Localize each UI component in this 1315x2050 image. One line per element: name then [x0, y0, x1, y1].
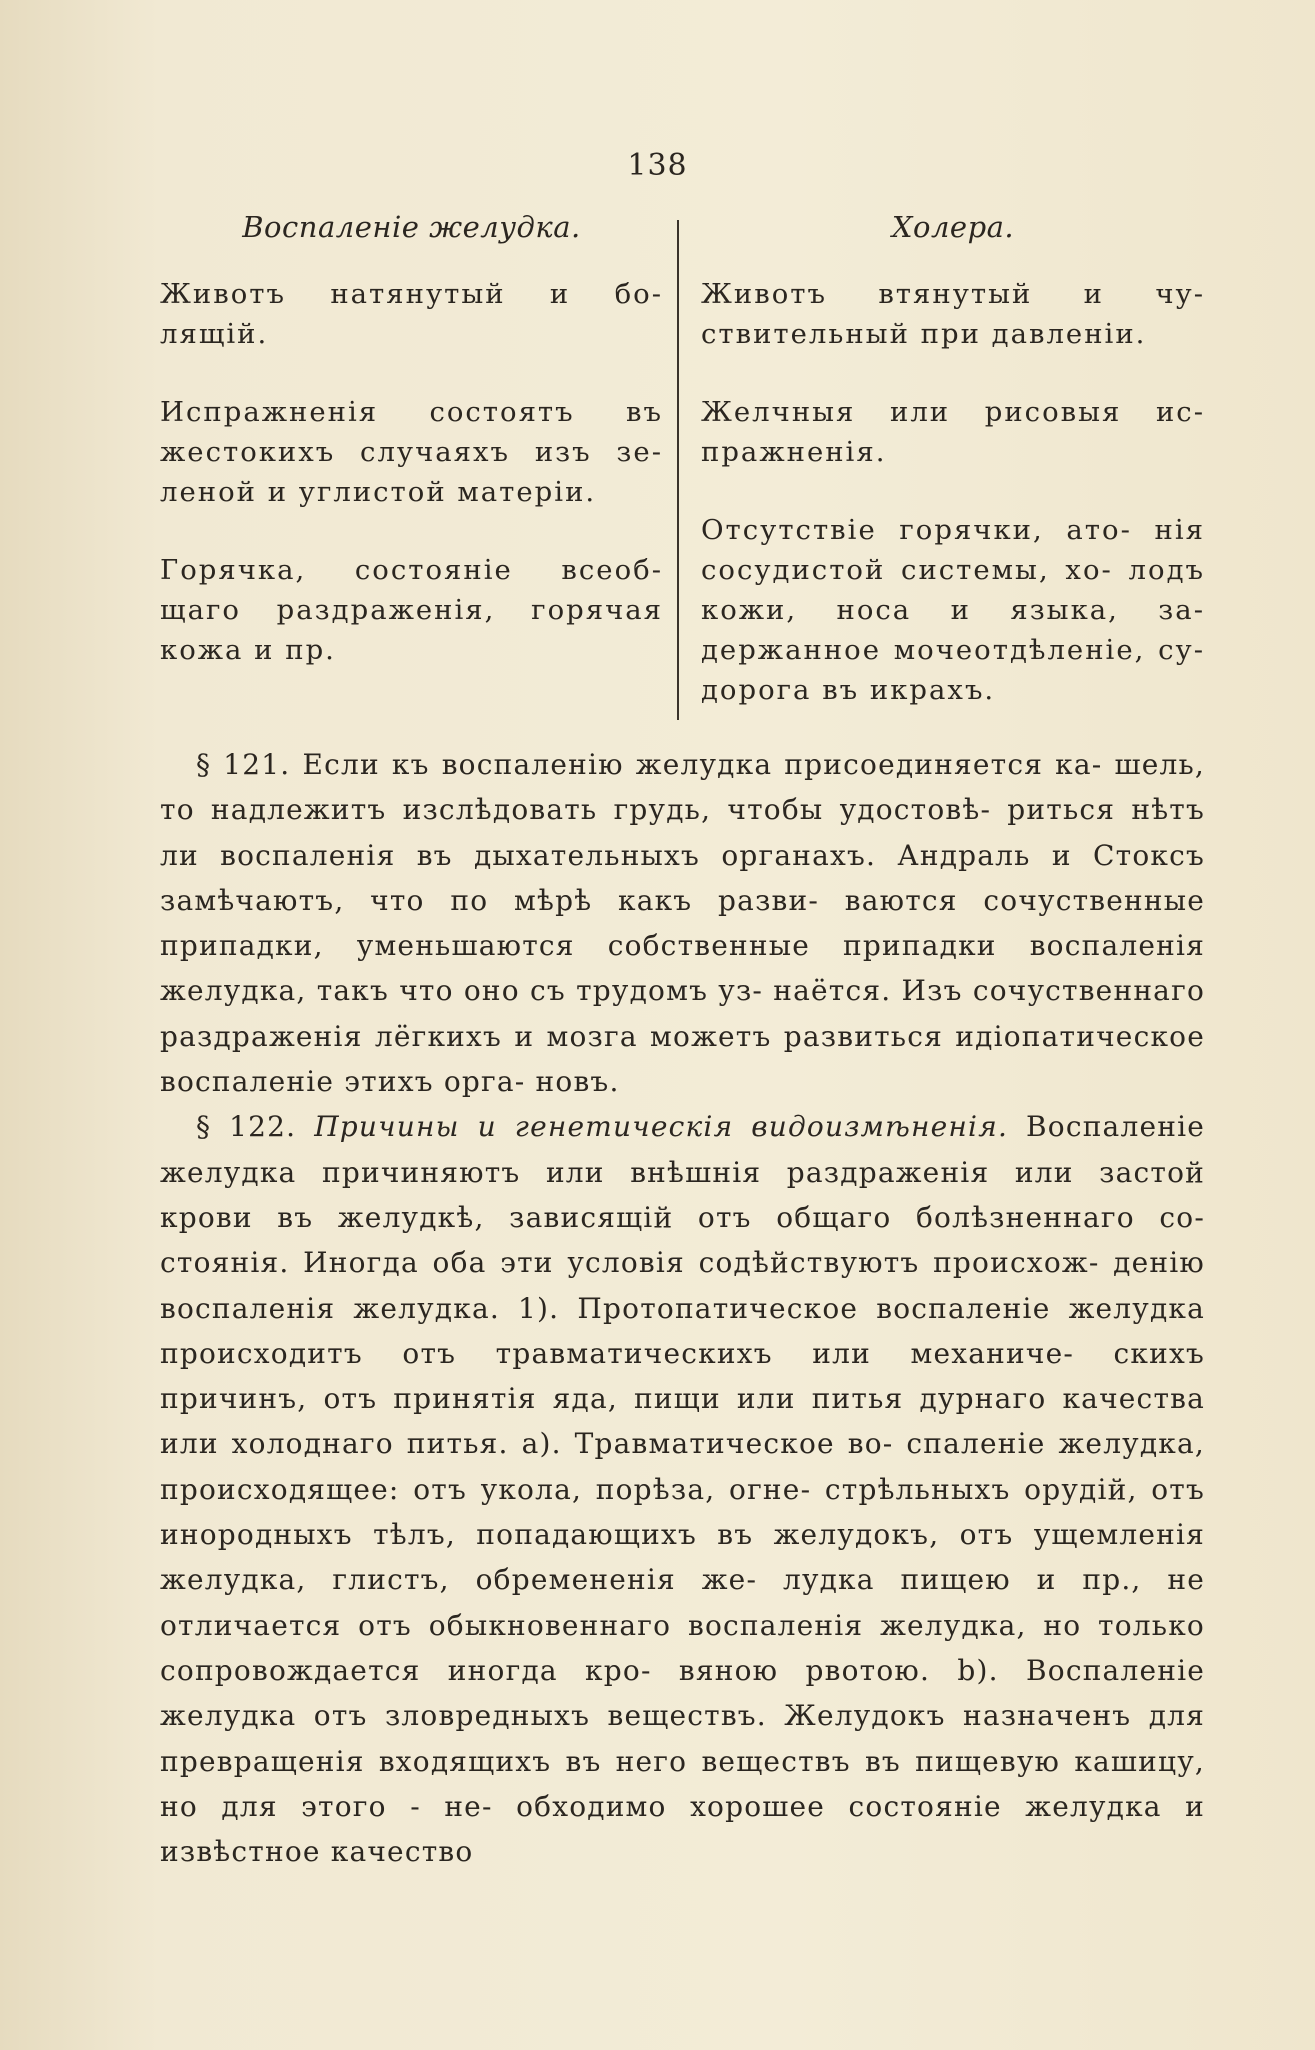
paragraph-122-number: § 122. — [196, 1110, 297, 1144]
symptom-item: Испражненія состоятъ въ жестокихъ случаяхъ изъ зе- леной и углистой матеріи. — [160, 396, 663, 508]
comparison-table — [160, 210, 1205, 748]
paragraph-122-body: Воспаленіе желудка причиняютъ или внѣшнія раздраженія или застой крови въ желудкѣ, зависящій отъ общаго болѣзненнаго со- стоянія. Иногда оба эти условія содѣйствуютъ происхож- денію воспаленія желудка. 1). Протопатическое воспаленіе желудка происходитъ отъ травматическихъ или механиче- скихъ причинъ, отъ принятія яда, пищи или питья дурнаго качества или холоднаго питья. а). Травматическое во- спаленіе желудка, происходящее: отъ укола, порѣза, огне- стрѣльныхъ орудій, отъ инородныхъ тѣлъ, попадающихъ въ желудокъ, отъ ущемленія желудка, глистъ, обремененія же- лудка пищею и пр., не отличается отъ обыкновеннаго воспаленія желудка, но только сопровождается иногда кро- вяною рвотою. b). Воспаленіе желудка отъ зловредныхъ веществъ. Желудокъ назначенъ для превращенія входящихъ въ него веществъ въ пищевую кашицу, но для этого - не- обходимо хорошее состояніе желудка и извѣстное качество — [160, 1110, 1205, 1869]
column-cholera — [679, 210, 1205, 748]
paragraph-122-heading: Причины и генетическія видоизмѣненія. — [314, 1110, 1009, 1144]
column-title-gastritis: Воспаленіе желудка. — [242, 210, 581, 244]
body-text — [160, 742, 1205, 1874]
symptom-item: Горячка, состояніе всеоб- щаго раздраженія, горячая кожа и пр. — [160, 554, 663, 666]
column-gastritis — [160, 210, 677, 748]
paragraph-122 — [160, 1104, 1205, 1874]
symptom-item: Желчныя или рисовыя ис- пражненія. — [701, 396, 1205, 468]
symptom-item: Отсутствіе горячки, ато- нія сосудистой системы, хо- лодъ кожи, носа и языка, за- держанное мочеотдѣленіе, су- дорога въ икрахъ. — [701, 514, 1205, 706]
column-title-cholera: Холера. — [891, 210, 1015, 244]
symptom-item: Животъ натянутый и бо- лящій. — [160, 278, 663, 350]
page-number: 138 — [627, 148, 688, 183]
symptom-item: Животъ втянутый и чу- ствительный при давленіи. — [701, 278, 1205, 350]
paragraph-121: § 121. Если къ воспаленію желудка присоединяется ка- шель, то надлежитъ изслѣдовать грудь, чтобы удостовѣ- риться нѣтъ ли воспаленія въ дыхательныхъ органахъ. Андраль и Стоксъ замѣчаютъ, что по мѣрѣ какъ разви- ваются сочуственные припадки, уменьшаются собственные припадки воспаленія желудка, такъ что оно съ трудомъ уз- наётся. Изъ сочуственнаго раздраженія лёгкихъ и мозга можетъ развиться идіопатическое воспаленіе этихъ орга- новъ. — [160, 748, 1205, 1099]
